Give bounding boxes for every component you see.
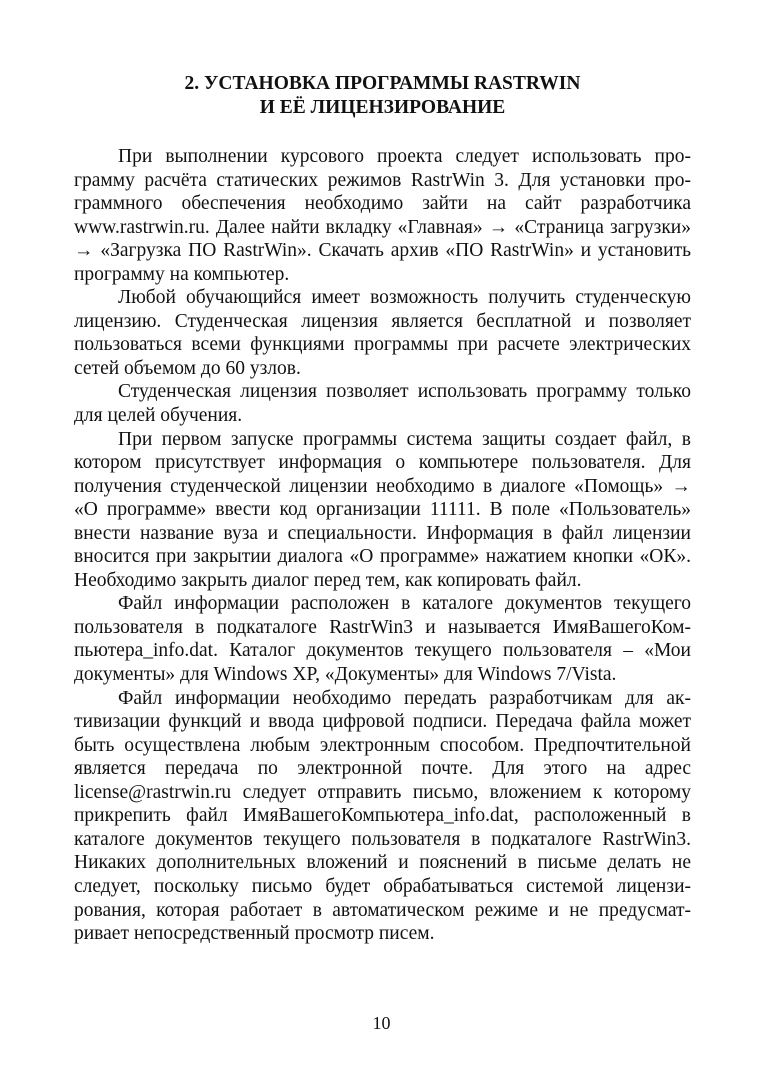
section-title <box>74 72 691 120</box>
section-title-line-2: И ЕЁ ЛИЦЕНЗИРОВАНИЕ <box>259 97 506 118</box>
paragraph-first-launch: При первом запуске программы система защиты создает файл, в котором присутствует информация о компьютере пользователя. Для получения студенческой лицензии необходимо в диалоге «Помощь» → «О программе» ввести код организации 11111. В поле «Пользователь» внести название вуза и специальности. Информация в файл лицензии вносится при закрытии диалога «О программе» нажатием кнопки «ОК». Необходимо закрыть диалог перед тем, как копировать файл. <box>74 428 691 591</box>
paragraph-installation: При выполнении курсового проекта следует использовать программу расчёта статических режимов RastrWin 3. Для установки программного обеспечения необходимо зайти на сайт разработчика www.rastrwin.ru. Далее найти вкладку «Главная» → «Страница загрузки» → «Загрузка ПО RastrWin». Скачать архив «ПО RastrWin» и установить программу на компьютер. <box>74 146 691 285</box>
page-number: 10 <box>372 1013 391 1033</box>
document-page <box>74 72 691 946</box>
paragraph-license-purpose: Студенческая лицензия позволяет использовать программу только для целей обучения. <box>74 381 691 427</box>
paragraph-student-license: Любой обучающийся имеет возможность получить студенческую лицензию. Студенческая лицензия является бесплатной и позволяет пользоваться всеми функциями программы при расчете электрических сетей объемом до 60 узлов. <box>74 287 691 379</box>
paragraph-info-file-location: Файл информации расположен в каталоге документов текущего пользователя в подкаталоге RastrWin3 и называется ИмяВашегоКомпьютера_info.dat. Каталог документов текущего пользователя – «Мои документы» для Windows XP, «Документы» для Windows 7/Vista. <box>74 593 691 686</box>
paragraph-info-file-transfer: Файл информации необходимо передать разработчикам для активизации функций и ввода цифровой подписи. Передача файла может быть осуществлена любым электронным способом. Предпочтительной является передача по электронной почте. Для этого на адрес license@rastrwin.ru следует отправить письмо, вложением к которому прикрепить файл ИмяВашегоКомпьютера_info.dat, расположенный в каталоге документов текущего пользователя в подкаталоге RastrWin3. Никаких дополнительных вложений и пояснений в письме делать не следует, поскольку письмо будет обрабатываться системой лицензирования, которая работает в автоматическом режиме и не предусматривает непосредственный просмотр писем. <box>74 687 691 945</box>
section-title-line-1: 2. УСТАНОВКА ПРОГРАММЫ RASTRWIN <box>184 73 581 94</box>
